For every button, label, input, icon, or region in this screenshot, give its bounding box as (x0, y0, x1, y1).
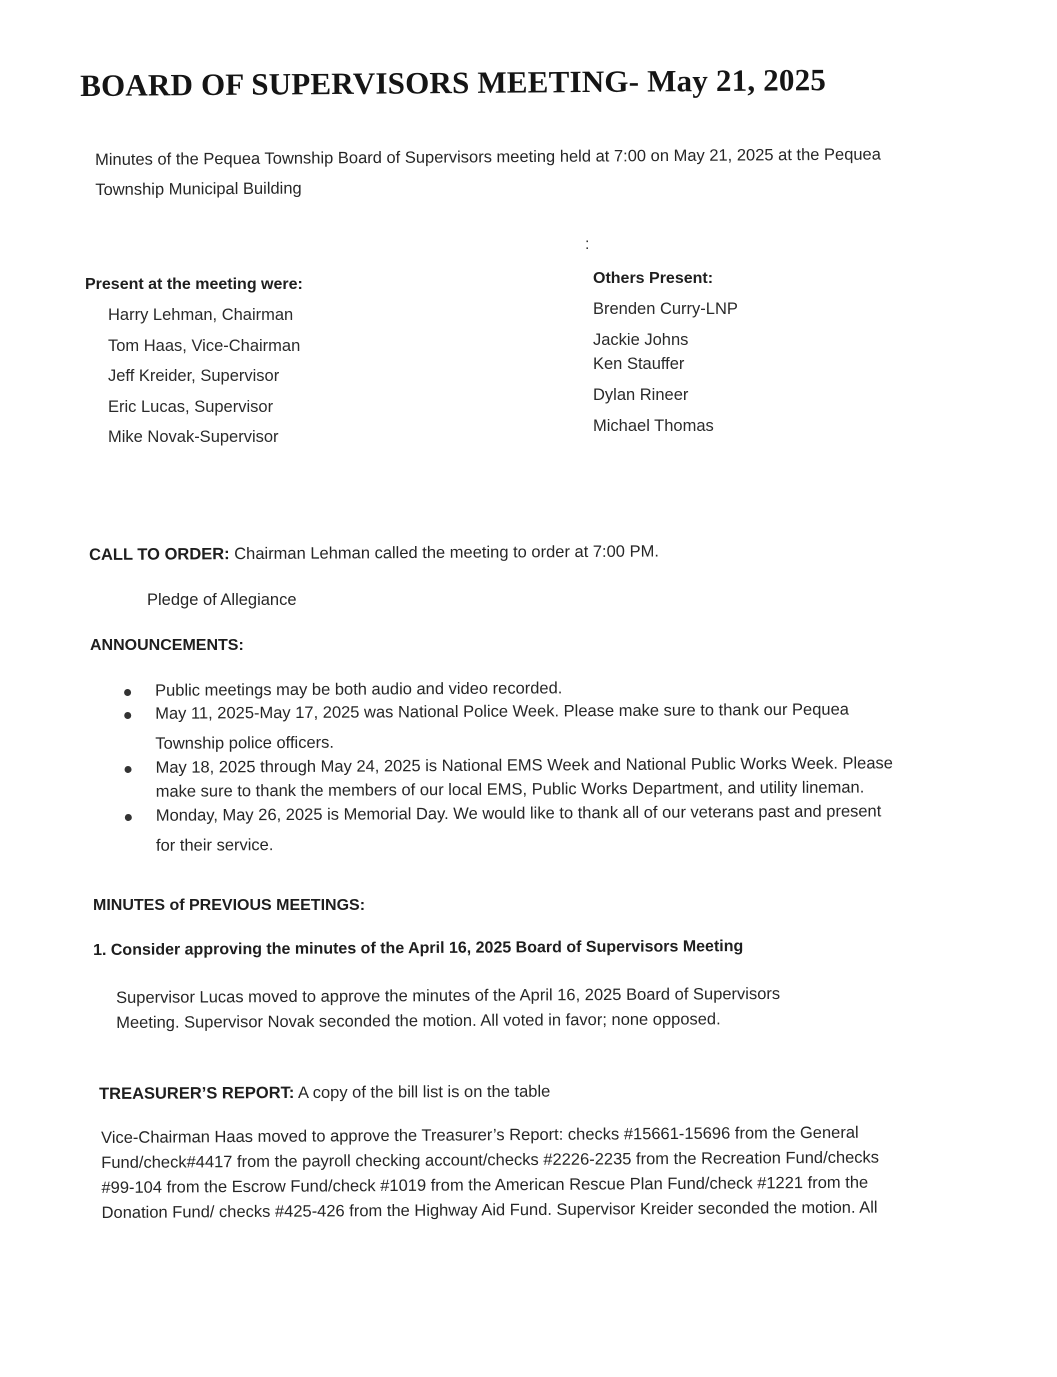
minutes-line-2: Meeting. Supervisor Novak seconded the motion. All voted in favor; none opposed. (116, 1010, 721, 1032)
announcements-heading: ANNOUNCEMENTS: (90, 637, 244, 654)
announcement-line: Monday, May 26, 2025 is Memorial Day. We would like to thank all of our veterans past and present (155, 802, 882, 825)
others-name: Brenden Curry-LNP (593, 300, 738, 318)
others-name: Ken Stauffer (593, 355, 685, 373)
announcement-item (125, 799, 975, 858)
present-member: Tom Haas, Vice-Chairman (108, 337, 301, 355)
announcement-line: make sure to thank the members of our local EMS, Public Works Department, and utility lineman. (155, 778, 865, 801)
announcement-item (124, 751, 974, 804)
call-to-order (89, 540, 659, 568)
treasurer-text: A copy of the bill list is on the table (297, 1082, 551, 1102)
announcements-list (124, 674, 975, 858)
treasurer-label: TREASURER’S REPORT: (99, 1083, 295, 1103)
minutes-motion (116, 982, 780, 1036)
treasurer-motion (101, 1121, 879, 1226)
pledge: Pledge of Allegiance (147, 591, 297, 609)
minutes-line-1: Supervisor Lucas moved to approve the minutes of the April 16, 2025 Board of Supervisors (116, 984, 781, 1007)
announcement-line: Public meetings may be both audio and video recorded. (155, 679, 563, 700)
minutes-heading: MINUTES of PREVIOUS MEETINGS: (93, 897, 366, 914)
intro-paragraph (95, 143, 881, 203)
bullet-icon (124, 712, 131, 719)
announcement-line: Township police officers. (155, 733, 334, 753)
minutes-item-heading: 1. Consider approving the minutes of the April 16, 2025 Board of Supervisors Meeting (93, 938, 744, 959)
announcement-item (124, 697, 974, 756)
treasurer-line: Donation Fund/ checks #425-426 from the Highway Aid Fund. Supervisor Kreider seconded the motion. All (101, 1198, 878, 1222)
call-to-order-label: CALL TO ORDER: (89, 545, 230, 564)
announcement-line: May 11, 2025-May 17, 2025 was National Police Week. Please make sure to thank our Pequea (155, 700, 849, 723)
call-to-order-text: Chairman Lehman called the meeting to order at 7:00 PM. (234, 542, 659, 564)
intro-line-1: Minutes of the Pequea Township Board of Supervisors meeting held at 7:00 on May 21, 2025 at the Pequea (95, 145, 881, 169)
present-member: Jeff Kreider, Supervisor (108, 367, 280, 385)
announcement-line: for their service. (155, 836, 274, 855)
treasurer-line: Vice-Chairman Haas moved to approve the Treasurer’s Report: checks #15661-15696 from the General (101, 1123, 859, 1147)
present-heading: Present at the meeting were: (85, 276, 303, 293)
present-member: Eric Lucas, Supervisor (108, 398, 274, 416)
bullet-icon (124, 689, 131, 696)
bullet-icon (125, 766, 132, 773)
announcement-line: May 18, 2025 through May 24, 2025 is National EMS Week and National Public Works Week. Please (155, 754, 893, 777)
bullet-icon (125, 814, 132, 821)
treasurer-line: Fund/check#4417 from the payroll checking account/checks #2226-2235 from the Recreation Fund/checks (101, 1148, 880, 1172)
intro-line-2: Township Municipal Building (95, 179, 302, 199)
treasurer-line: #99-104 from the Escrow Fund/check #1019 from the American Rescue Plan Fund/check #1221 from the (101, 1173, 869, 1197)
present-member: Harry Lehman, Chairman (108, 306, 294, 324)
present-member: Mike Novak-Supervisor (108, 428, 279, 446)
others-name: Jackie Johns (593, 331, 689, 349)
others-name: Michael Thomas (593, 417, 714, 435)
treasurer-report (99, 1080, 550, 1107)
page-title: BOARD OF SUPERVISORS MEETING- May 21, 2025 (80, 62, 827, 103)
others-name: Dylan Rineer (593, 386, 689, 404)
others-heading: Others Present: (593, 270, 714, 287)
stray-mark: : (585, 236, 590, 253)
